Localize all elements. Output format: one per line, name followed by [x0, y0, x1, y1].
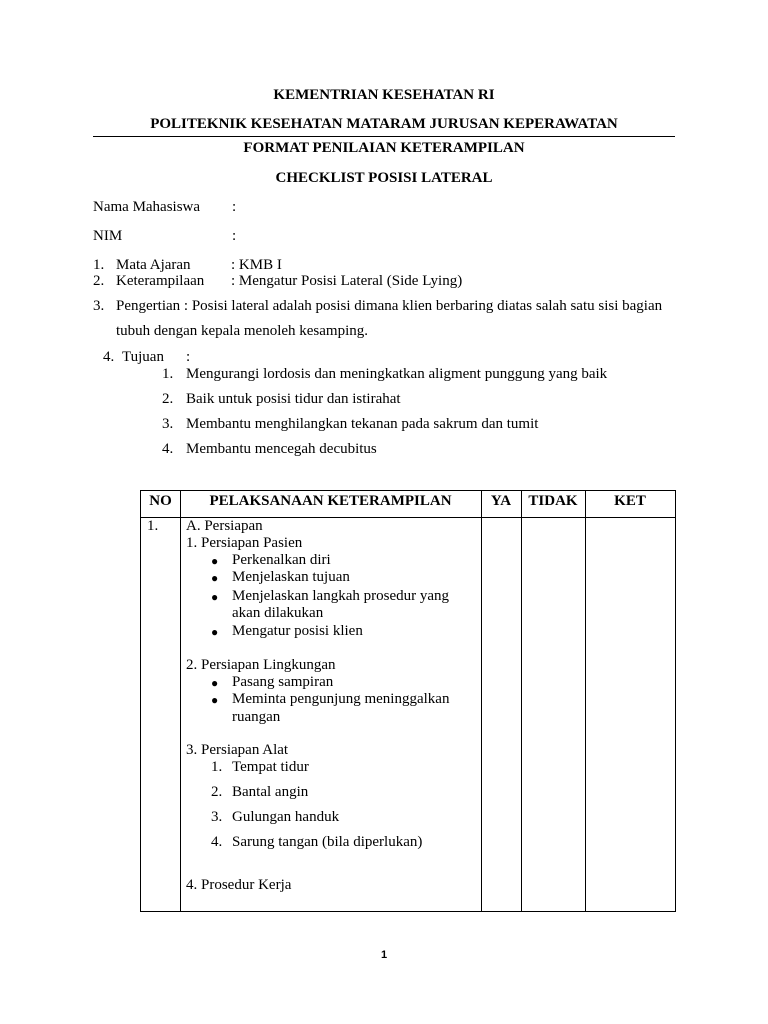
student-name-colon: : [232, 199, 237, 215]
column-divider [585, 491, 586, 911]
alat-item: Gulungan handuk [232, 809, 340, 825]
subsection-persiapan-lingkungan: 2. Persiapan Lingkungan [186, 657, 336, 673]
info-item1-number: 1. [93, 257, 105, 273]
checklist-item: Meminta pengunjung meninggalkan [232, 691, 450, 707]
checklist-item-cont: akan dilakukan [232, 605, 324, 621]
info-item3-definition: Pengertian : Posisi lateral adalah posisi dimana klien berbaring diatas salah satu sisi bagian [116, 298, 663, 314]
column-header-pelaksanaan: PELAKSANAAN KETERAMPILAN [209, 493, 452, 509]
checklist-item: Perkenalkan diri [232, 552, 331, 568]
alat-item: Tempat tidur [232, 759, 309, 775]
tujuan-number: 1. [162, 366, 174, 382]
info-item2-number: 2. [93, 273, 105, 289]
column-header-ket: KET [614, 493, 646, 509]
column-header-no: NO [149, 493, 172, 509]
subsection-prosedur-kerja: 4. Prosedur Kerja [186, 877, 292, 893]
student-nim-colon: : [232, 228, 237, 244]
alat-item: Sarung tangan (bila diperlukan) [232, 834, 423, 850]
column-divider [481, 491, 482, 911]
page-number: 1 [380, 949, 388, 961]
info-item3-definition-cont: tubuh dengan kepala menoleh kesamping. [116, 323, 369, 339]
column-header-ya: YA [490, 493, 512, 509]
alat-item: Bantal angin [232, 784, 309, 800]
tujuan-number: 2. [162, 391, 174, 407]
subsection-persiapan-pasien: 1. Persiapan Pasien [186, 535, 303, 551]
tujuan-text: Mengurangi lordosis dan meningkatkan aligment punggung yang baik [186, 366, 608, 382]
header-ministry: KEMENTRIAN KESEHATAN RI [273, 87, 495, 103]
tujuan-text: Membantu menghilangkan tekanan pada sakrum dan tumit [186, 416, 539, 432]
section-persiapan: A. Persiapan [186, 518, 263, 534]
tujuan-number: 4. [162, 441, 174, 457]
column-header-tidak: TIDAK [528, 493, 578, 509]
info-item4-number: 4. [103, 349, 115, 365]
info-item1-label: Mata Ajaran [116, 257, 191, 273]
alat-number: 2. [211, 784, 223, 800]
alat-number: 1. [211, 759, 223, 775]
student-nim-label: NIM [93, 228, 123, 244]
info-item4-label: Tujuan [122, 349, 164, 365]
tujuan-text: Membantu mencegah decubitus [186, 441, 377, 457]
info-item3-number: 3. [93, 298, 105, 314]
header-divider [93, 136, 675, 137]
checklist-item: Menjelaskan langkah prosedur yang [232, 588, 450, 604]
tujuan-text: Baik untuk posisi tidur dan istirahat [186, 391, 401, 407]
bullet-icon: ● [211, 693, 219, 707]
checklist-item: Mengatur posisi klien [232, 623, 363, 639]
checklist-item-cont: ruangan [232, 709, 281, 725]
info-item1-value: : KMB I [231, 257, 282, 273]
subsection-persiapan-alat: 3. Persiapan Alat [186, 742, 289, 758]
info-item4-colon: : [186, 349, 191, 365]
header-format-title: FORMAT PENILAIAN KETERAMPILAN [243, 140, 525, 156]
alat-number: 4. [211, 834, 223, 850]
row-number: 1. [147, 518, 159, 534]
alat-number: 3. [211, 809, 223, 825]
header-checklist-title: CHECKLIST POSISI LATERAL [275, 170, 493, 186]
info-item2-value: : Mengatur Posisi Lateral (Side Lying) [231, 273, 463, 289]
column-divider [180, 491, 181, 911]
bullet-icon: ● [211, 625, 219, 639]
student-name-label: Nama Mahasiswa [93, 199, 201, 215]
checklist-item: Pasang sampiran [232, 674, 334, 690]
checklist-table [140, 490, 676, 912]
header-institution: POLITEKNIK KESEHATAN MATARAM JURUSAN KEPERAWATAN [150, 116, 618, 132]
column-divider [521, 491, 522, 911]
bullet-icon: ● [211, 676, 219, 690]
checklist-item: Menjelaskan tujuan [232, 569, 350, 585]
bullet-icon: ● [211, 590, 219, 604]
bullet-icon: ● [211, 554, 219, 568]
bullet-icon: ● [211, 571, 219, 585]
tujuan-number: 3. [162, 416, 174, 432]
info-item2-label: Keterampilaan [116, 273, 205, 289]
